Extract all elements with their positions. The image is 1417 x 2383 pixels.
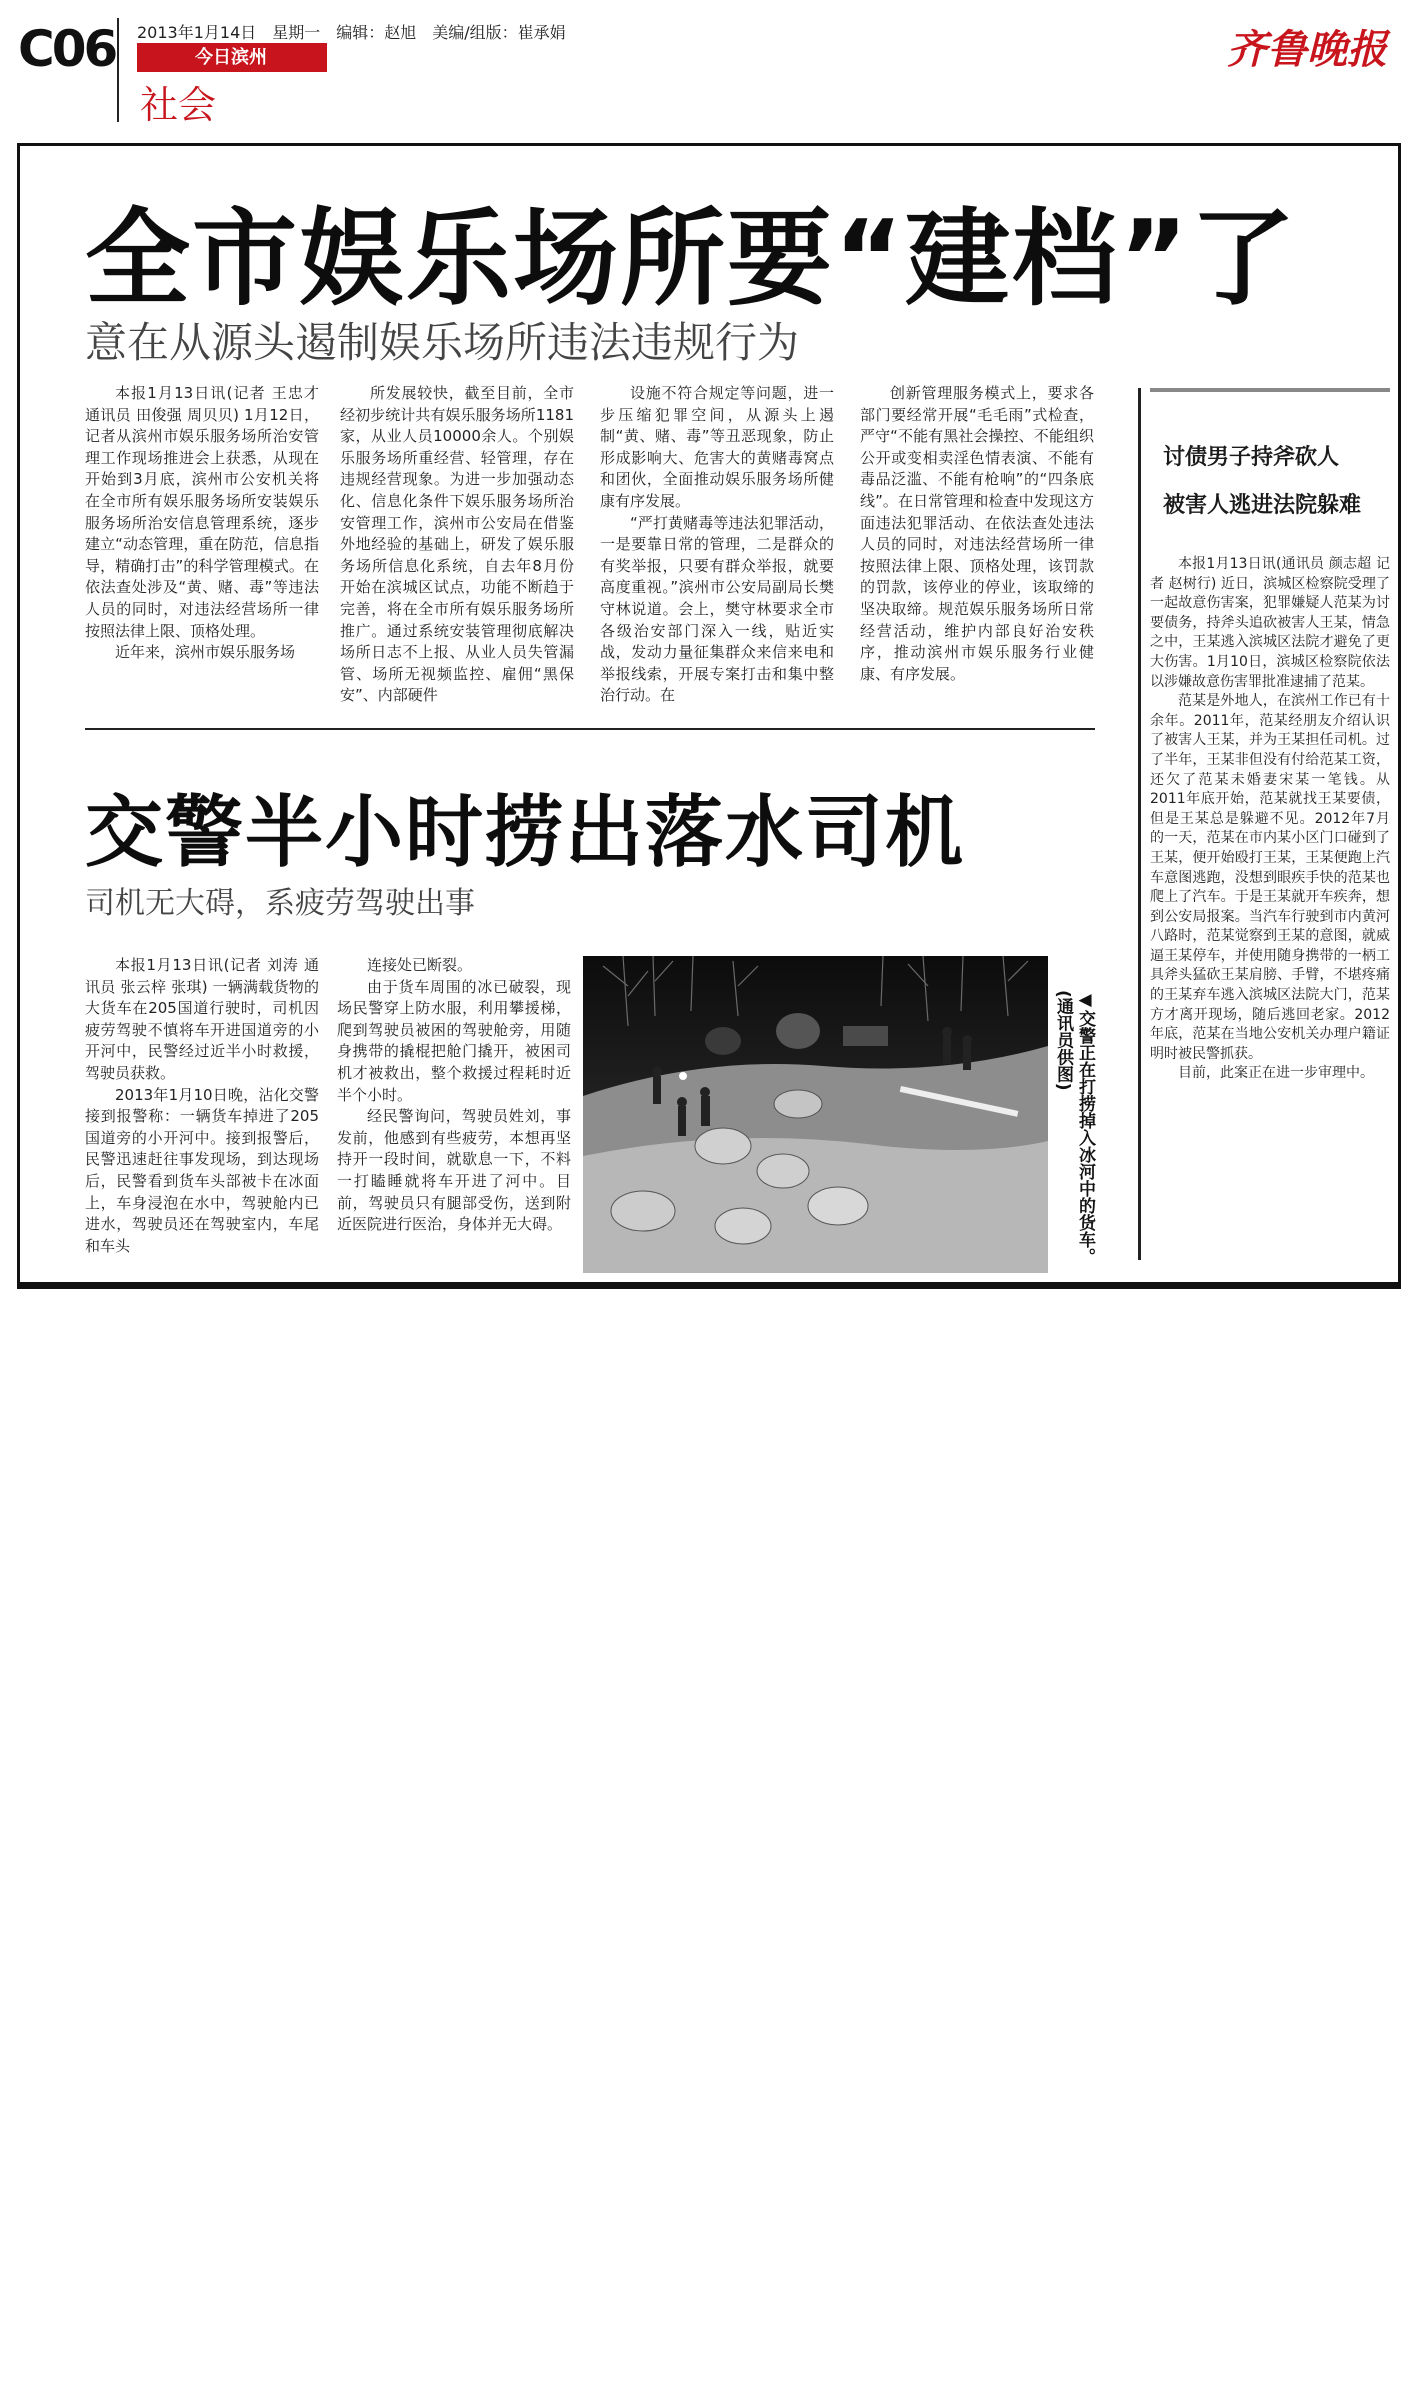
paragraph: 范某是外地人，在滨州工作已有十余年。2011年，范某经朋友介绍认识了被害人王某，并为王某担任司机。过了半年，王某非但没有付给范某工资，还欠了范某未婚妻宋某一笔钱。从2011年底开始，范某就找王某要债，但是王某总是躲避不见。2012年7月的一天，范某在市内某小区门口碰到了王某，便开始殴打王某，王某便跑上汽车意图逃跑，没想到眼疾手快的范某也爬上了汽车。于是王某就开车疾奔，想到公安局报案。当汽车行驶到市内黄河八路时，范某觉察到王某的意图，就威逼王某停车，并使用随身携带的一柄工具斧头猛砍王某肩膀、手臂，不堪疼痛的王某弃车逃入滨城区法院大门，范某方才离开现场，随后逃回老家。2012年底，范某在当地公安机关办理户籍证明时被民警抓获。 [1150,693,1390,1062]
sidebar-headline-line-2: 被害人逃进法院躲难 [1163,493,1362,518]
paragraph: 连接处已断裂。 [367,956,473,974]
paragraph: 经民警询问，驾驶员姓刘，事发前，他感到有些疲劳，本想再坚持开一段时间，就歇息一下，不料一打瞌睡就将车开进了河中。目前，驾驶员只有腿部受伤，送到附近医院进行医治，身体并无大碍。 [337,1107,571,1234]
newspaper-logo: 齐鲁晚报 [1227,26,1387,73]
sidebar-body [1150,555,1390,1270]
paragraph: 本报1月13日讯(记者 刘涛 通讯员 张云梓 张琪) 一辆满载货物的大货车在205国道行驶时，司机因疲劳驾驶不慎将车开进国道旁的小开河中，民警经过近半小时救援，驾驶员获救。 [85,956,319,1082]
paragraph: 本报1月13日讯(记者 王忠才 通讯员 田俊强 周贝贝) 1月12日，记者从滨州市娱乐服务场所治安管理工作现场推进会上获悉，从现在开始到3月底，滨州市公安机关将在全市所有娱乐服务场所安装娱乐服务场所治安信息管理系统，逐步建立“动态管理，重在防范，信息指导，精确打击”的科学管理模式。在依法查处涉及“黄、赌、毒”等违法人员的同时，对违法经营场所一律按照法律上限、顶格处理。 [85,384,319,640]
photo-caption: ◀交警正在打捞掉入冰河中的货车。(通讯员供图) [1053,990,1095,1265]
paragraph: 创新管理服务模式上，要求各部门要经常开展“毛毛雨”式检查，严守“不能有黑社会操控、不能组织公开或变相卖淫色情表演、不能有毒品泛滥、不能有枪响”的“四条底线”。在日常管理和检查中发现这方面违法犯罪活动、在依法查处违法人员的同时，对违法经营场所一律按照法律上限、顶格处理，该罚款的罚款，该停业的停业，该取缔的坚决取缔。规范娱乐服务场所日常经营活动，维护内部良好治安秩序，推动滨州市娱乐服务行业健康、有序发展。 [860,384,1094,683]
article-1-headline: 全市娱乐场所要“建档”了 [85,198,1298,320]
article-divider [85,728,1095,730]
sidebar-headline-line-1: 讨债男子持斧砍人 [1163,445,1340,470]
article-1-column-4 [860,383,1094,708]
section-name: 社会 [140,83,217,127]
paragraph: 目前，此案正在进一步审理中。 [1178,1065,1374,1082]
article-1-column-3 [600,383,834,708]
paragraph: 设施不符合规定等问题，进一步压缩犯罪空间，从源头上遏制“黄、赌、毒”等丑恶现象，防止形成影响大、危害大的黄赌毒窝点和团伙，全面推动娱乐服务场所健康有序发展。 [600,384,834,510]
article-2-column-1 [85,955,319,1273]
paragraph: “严打黄赌毒等违法犯罪活动，一是要靠日常的管理，二是群众的有奖举报，只要有群众举报，就要高度重视。”滨州市公安局副局长樊守林说道。会上，樊守林要求全市各级治安部门深入一线，贴近实战，发动力量征集群众来信来电和举报线索，开展专案打击和集中整治行动。在 [600,513,834,705]
article-2-subhead: 司机无大碍，系疲劳驾驶出事 [85,886,475,921]
article-2-headline: 交警半小时捞出落水司机 [85,788,966,878]
sidebar-top-bar [1150,388,1390,392]
masthead-divider [117,18,119,122]
paragraph: 本报1月13日讯(通讯员 颜志超 记者 赵树行) 近日，滨城区检察院受理了一起故意伤害案，犯罪嫌疑人范某为讨要债务，持斧头追砍被害人王某，情急之中，王某逃入滨城区法院才避免了更大伤害。1月10日，滨城区检察院依法以涉嫌故意伤害罪批准逮捕了范某。 [1150,556,1390,690]
paragraph: 2013年1月10日晚，沾化交警接到报警称：一辆货车掉进了205国道旁的小开河中。接到报警后，民警迅速赶往事发现场，到达现场后，民警看到货车头部被卡在冰面上，车身浸泡在水中，驾驶舱内已进水，驾驶员还在驾驶室内，车尾和车头 [85,1085,319,1255]
sidebar-divider [1138,388,1141,1260]
article-1-column-2 [340,383,574,708]
paragraph: 近年来，滨州市娱乐服务场 [115,643,296,662]
paragraph: 所发展较快，截至目前，全市经初步统计共有娱乐服务场所1181家，从业人员10000余人。个别娱乐服务场所重经营、轻管理，存在违规经营现象。为进一步加强动态化、信息化条件下娱乐服务场所治安管理工作，滨州市公安局在借鉴外地经验的基础上，研发了娱乐服务场所信息化系统，自去年8月份开始在滨城区试点，功能不断趋于完善，将在全市所有娱乐服务场所推广。通过系统安装管理彻底解决场所日志不上报、从业人员失管漏管、场所无视频监控、雇佣“黑保安”、内部硬件 [340,384,574,705]
frame-bottom-rule [17,1283,1401,1289]
section-tag: 今日滨州 [137,43,327,72]
article-1-column-1 [85,383,319,708]
page-number: C06 [18,20,116,78]
article-1-subhead: 意在从源头遏制娱乐场所违法违规行为 [85,318,800,367]
news-photo [583,956,1048,1273]
article-2-column-2 [337,955,571,1273]
paragraph: 由于货车周围的冰已破裂，现场民警穿上防水服，利用攀援梯，爬到驾驶员被困的驾驶舱旁，用随身携带的撬棍把舱门撬开，被困司机才被救出，整个救援过程耗时近半个小时。 [337,977,571,1104]
date-editor-line: 2013年1月14日 星期一 编辑：赵旭 美编/组版：崔承娟 [137,23,566,42]
